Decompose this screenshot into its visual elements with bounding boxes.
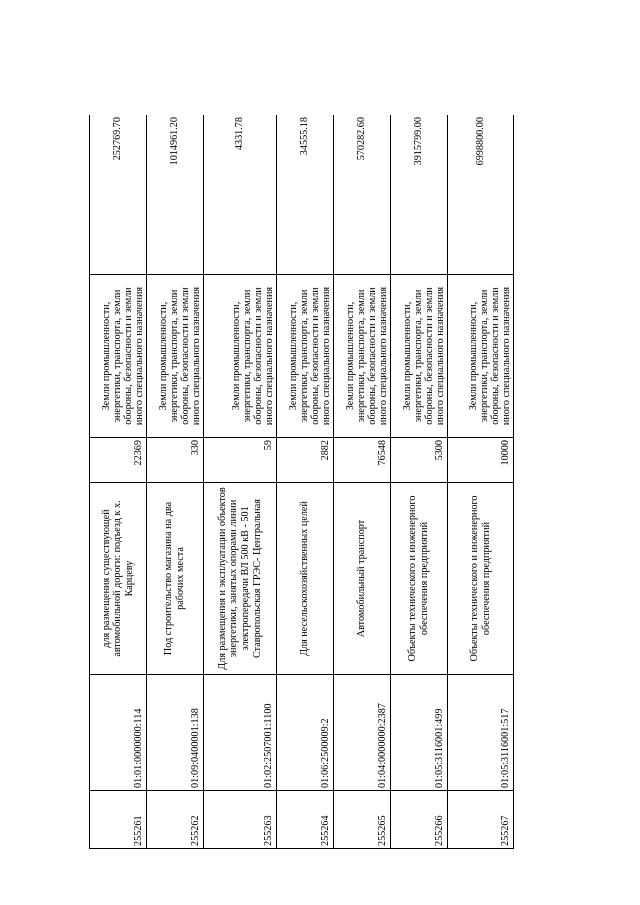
row-number: 255267 xyxy=(448,791,514,849)
land-category: Земли промышленности, энергетики, транспорта, земли обороны, безопасности и земли иного специального назначения xyxy=(448,275,514,438)
row-number: 255261 xyxy=(90,791,147,849)
cadastral-number: 01:05:3116001:499 xyxy=(391,675,448,791)
cadastral-value: 570282.60 xyxy=(334,115,391,275)
area-value: 10000 xyxy=(448,438,514,483)
area-value: 76548 xyxy=(334,438,391,483)
area-value: 330 xyxy=(147,438,204,483)
cadastral-number: 01:06:2500009:2 xyxy=(277,675,334,791)
cadastral-number: 01:05:3116001:517 xyxy=(448,675,514,791)
land-category: Земли промышленности, энергетики, транспорта, земли обороны, безопасности и земли иного специального назначения xyxy=(90,275,147,438)
table-row xyxy=(448,115,514,849)
table-body xyxy=(90,115,514,849)
land-category: Земли промышленности, энергетики, транспорта, земли обороны, безопасности и земли иного специального назначения xyxy=(277,275,334,438)
table-row xyxy=(334,115,391,849)
permitted-use: Под строительство магазина на два рабочих места xyxy=(147,483,204,675)
permitted-use: для размещения существующей автомобильной дороги: подъезд к х. Карцеву xyxy=(90,483,147,675)
area-value: 59 xyxy=(204,438,277,483)
cadastral-number: 01:09:0400001:138 xyxy=(147,675,204,791)
row-number: 255265 xyxy=(334,791,391,849)
table-row xyxy=(204,115,277,849)
cadastral-value: 4331.78 xyxy=(204,115,277,275)
rotated-table-wrapper xyxy=(89,115,519,849)
cadastral-value: 252769.70 xyxy=(90,115,147,275)
permitted-use: Для размещения и эксплуатации объектов энергетики, занятых опорами линии электропередачи ВЛ 500 кВ - 501 Ставропольская ГРЭС- Центральная xyxy=(204,483,277,675)
permitted-use: Объекты технического и инженерного обеспечения предприятий xyxy=(391,483,448,675)
land-category: Земли промышленности, энергетики, транспорта, земли обороны, безопасности и земли иного специального назначения xyxy=(391,275,448,438)
land-register-table xyxy=(89,115,514,849)
table-row xyxy=(277,115,334,849)
table-row xyxy=(147,115,204,849)
area-value: 2882 xyxy=(277,438,334,483)
area-value: 22369 xyxy=(90,438,147,483)
cadastral-value: 34555.18 xyxy=(277,115,334,275)
cadastral-number: 01:04:0000000:2387 xyxy=(334,675,391,791)
permitted-use: Объекты технического и инженерного обеспечения предприятий xyxy=(448,483,514,675)
cadastral-value: 1014961.20 xyxy=(147,115,204,275)
cadastral-value: 6998800.00 xyxy=(448,115,514,275)
land-category: Земли промышленности, энергетики, транспорта, земли обороны, безопасности и земли иного специального назначения xyxy=(334,275,391,438)
land-category: Земли промышленности, энергетики, транспорта, земли обороны, безопасности и земли иного специального назначения xyxy=(204,275,277,438)
cadastral-number: 01:01:0000000:114 xyxy=(90,675,147,791)
table-row xyxy=(391,115,448,849)
cadastral-number: 01:02:2507001:1100 xyxy=(204,675,277,791)
row-number: 255263 xyxy=(204,791,277,849)
cadastral-value: 3915799.00 xyxy=(391,115,448,275)
document-page xyxy=(89,115,519,849)
table-row xyxy=(90,115,147,849)
permitted-use: Для несельскохозяйственных целей xyxy=(277,483,334,675)
row-number: 255262 xyxy=(147,791,204,849)
row-number: 255264 xyxy=(277,791,334,849)
row-number: 255266 xyxy=(391,791,448,849)
area-value: 5300 xyxy=(391,438,448,483)
permitted-use: Автомобильный транспорт xyxy=(334,483,391,675)
land-category: Земли промышленности, энергетики, транспорта, земли обороны, безопасности и земли иного специального назначения xyxy=(147,275,204,438)
